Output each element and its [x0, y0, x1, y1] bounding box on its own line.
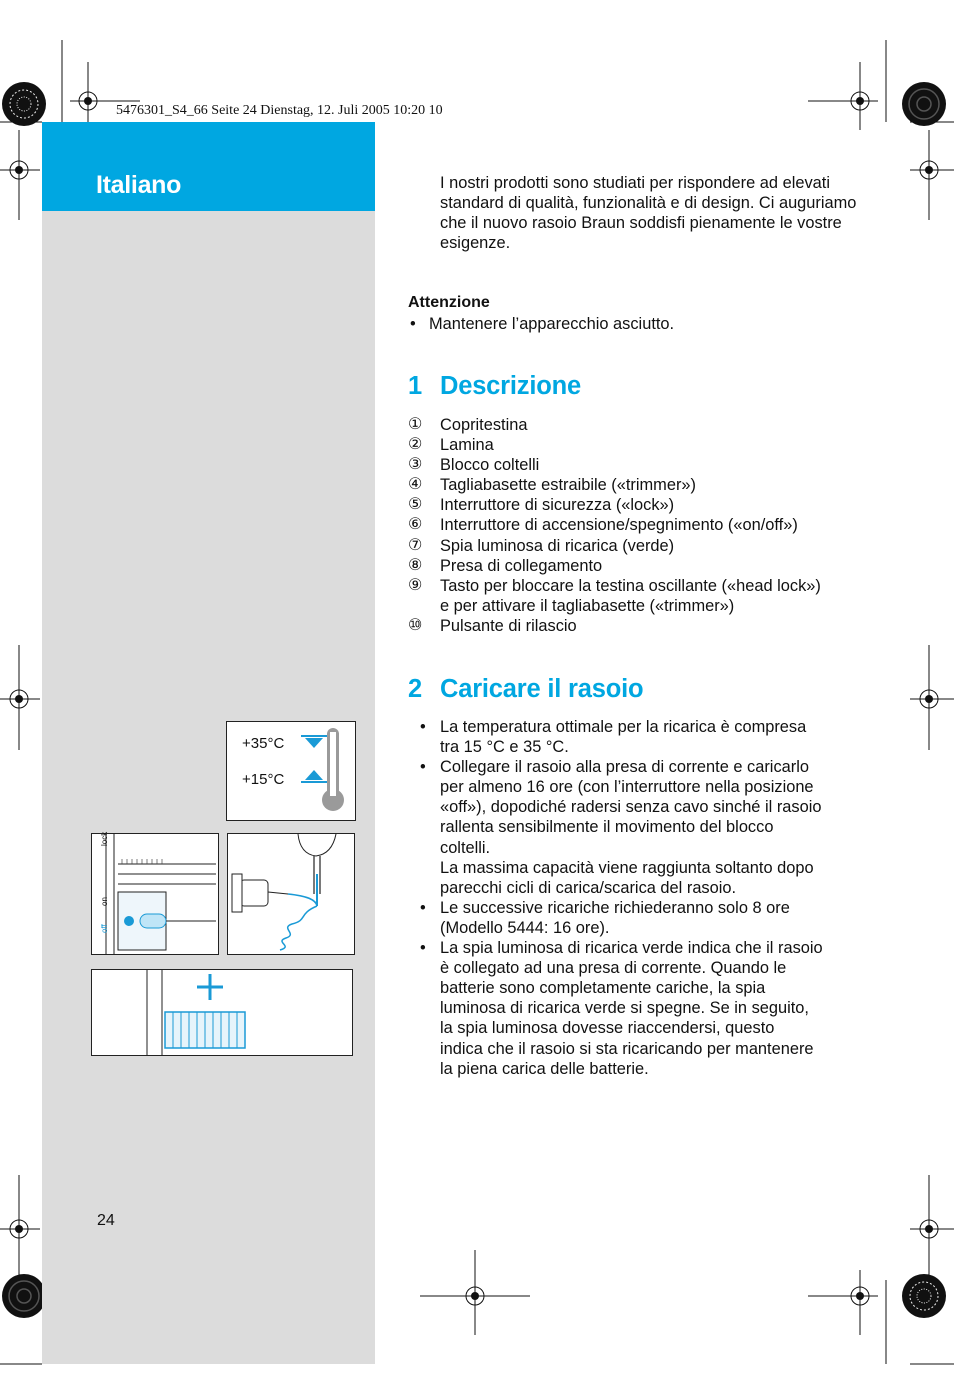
- bullet: •: [420, 718, 426, 736]
- item-text: Presa di collegamento: [440, 556, 603, 575]
- item-text: La spia luminosa di ricarica verde indica che il rasoio è collegato ad una presa di corrente. Quando le batterie sono completamente cariche, la spia luminosa di ricarica verde si spegne. Se in seguito, la spia luminosa dovesse riaccendersi, questo indica che il rasoio si sta ricaricando per mantenere la piena carica delle batterie.: [440, 939, 823, 1078]
- list-item: [408, 515, 868, 535]
- item-text: Interruttore di sicurezza («lock»): [440, 496, 675, 515]
- list-item: [408, 536, 868, 556]
- item-number: ②: [408, 436, 423, 454]
- section-heading-description: [408, 372, 581, 401]
- item-number: ⑩: [408, 616, 423, 634]
- print-header-line: 5476301_S4_66 Seite 24 Dienstag, 12. Juli 2005 10:20 10: [116, 103, 443, 118]
- item-text: Le successive ricariche richiederanno solo 8 ore (Modello 5444: 16 ore).: [440, 898, 790, 937]
- item-text: Interruttore di accensione/spegnimento («on/off»): [440, 516, 798, 535]
- list-item: [408, 475, 868, 495]
- bullet: •: [420, 758, 426, 777]
- list-item: [420, 717, 870, 757]
- bullet: •: [420, 939, 426, 958]
- list-item: [408, 616, 868, 636]
- description-list: [408, 415, 868, 636]
- item-text: Pulsante di rilascio: [440, 616, 577, 635]
- item-text: Spia luminosa di ricarica (verde): [440, 536, 675, 555]
- plug-cord-drawing: [228, 834, 354, 954]
- list-item: [420, 938, 870, 1079]
- language-title: Italiano: [96, 171, 182, 199]
- language-band: [42, 122, 375, 211]
- charging-instructions-list: [420, 717, 870, 1079]
- temp-high-label: +35°C: [242, 735, 285, 752]
- charging-plug-figure: [227, 833, 355, 955]
- section-title: Caricare il rasoio: [440, 675, 644, 703]
- item-text: Collegare il rasoio alla presa di corrente e caricarlo per almeno 16 ore (con l’interruttore nella posizione «off»), dopodiché radersi senza cavo sinché il rasoio rallenta sensibilmente il movimento del blocco coltelli. La massima capacità viene raggiunta soltanto dopo parecchi cicli di carica/scarica del rasoio.: [440, 758, 822, 897]
- attention-heading: Attenzione: [408, 294, 490, 311]
- item-number: ⑦: [408, 536, 423, 554]
- item-number: ⑨: [408, 576, 423, 594]
- item-text: Tasto per bloccare la testina oscillante («head lock») e per attivare il tagliabasette («trimmer»): [440, 576, 821, 615]
- list-item: [408, 455, 868, 475]
- page-number: 24: [97, 1212, 115, 1229]
- attention-item: [410, 314, 674, 334]
- temp-low-label: +15°C: [242, 771, 285, 788]
- trimmer-figure: [91, 969, 353, 1056]
- item-text: Tagliabasette estraibile («trimmer»): [440, 476, 696, 495]
- intro-paragraph: I nostri prodotti sono studiati per rispondere ad elevati standard di qualità, funzionalità e di design. Ci auguriamo che il nuovo rasoio Braun soddisfi pienamente le vostre esigenze.: [440, 174, 857, 253]
- item-text: La temperatura ottimale per la ricarica è compresa tra 15 °C e 35 °C.: [440, 718, 807, 757]
- item-number: ③: [408, 456, 423, 474]
- switch-figure: [91, 833, 219, 955]
- list-item: [408, 556, 868, 576]
- item-number: ⑧: [408, 556, 423, 574]
- switch-off-label: off: [100, 924, 109, 933]
- switch-on-label: on: [100, 897, 109, 906]
- switch-lock-label: lock: [100, 831, 109, 846]
- trimmer-drawing: [92, 970, 352, 1055]
- attention-item-text: Mantenere l’apparecchio asciutto.: [429, 315, 675, 333]
- bullet: •: [420, 898, 426, 917]
- list-item: [408, 495, 868, 515]
- list-item: [420, 898, 870, 938]
- switch-drawing: [92, 831, 218, 954]
- section-number: 1: [408, 372, 422, 400]
- list-item: [408, 415, 868, 435]
- list-item: [408, 576, 868, 616]
- list-item: [408, 435, 868, 455]
- item-number: ④: [408, 476, 423, 494]
- section-heading-charging: [408, 675, 643, 704]
- thermometer-icon: [227, 722, 355, 820]
- item-text: Copritestina: [440, 416, 528, 434]
- temperature-figure: [226, 721, 356, 821]
- section-number: 2: [408, 675, 422, 703]
- item-number: ①: [408, 416, 423, 433]
- section-title: Descrizione: [440, 372, 581, 400]
- item-text: Blocco coltelli: [440, 456, 540, 475]
- item-number: ⑥: [408, 516, 423, 534]
- list-item: [420, 757, 870, 898]
- item-text: Lamina: [440, 436, 494, 455]
- bullet: •: [410, 315, 416, 333]
- item-number: ⑤: [408, 496, 423, 514]
